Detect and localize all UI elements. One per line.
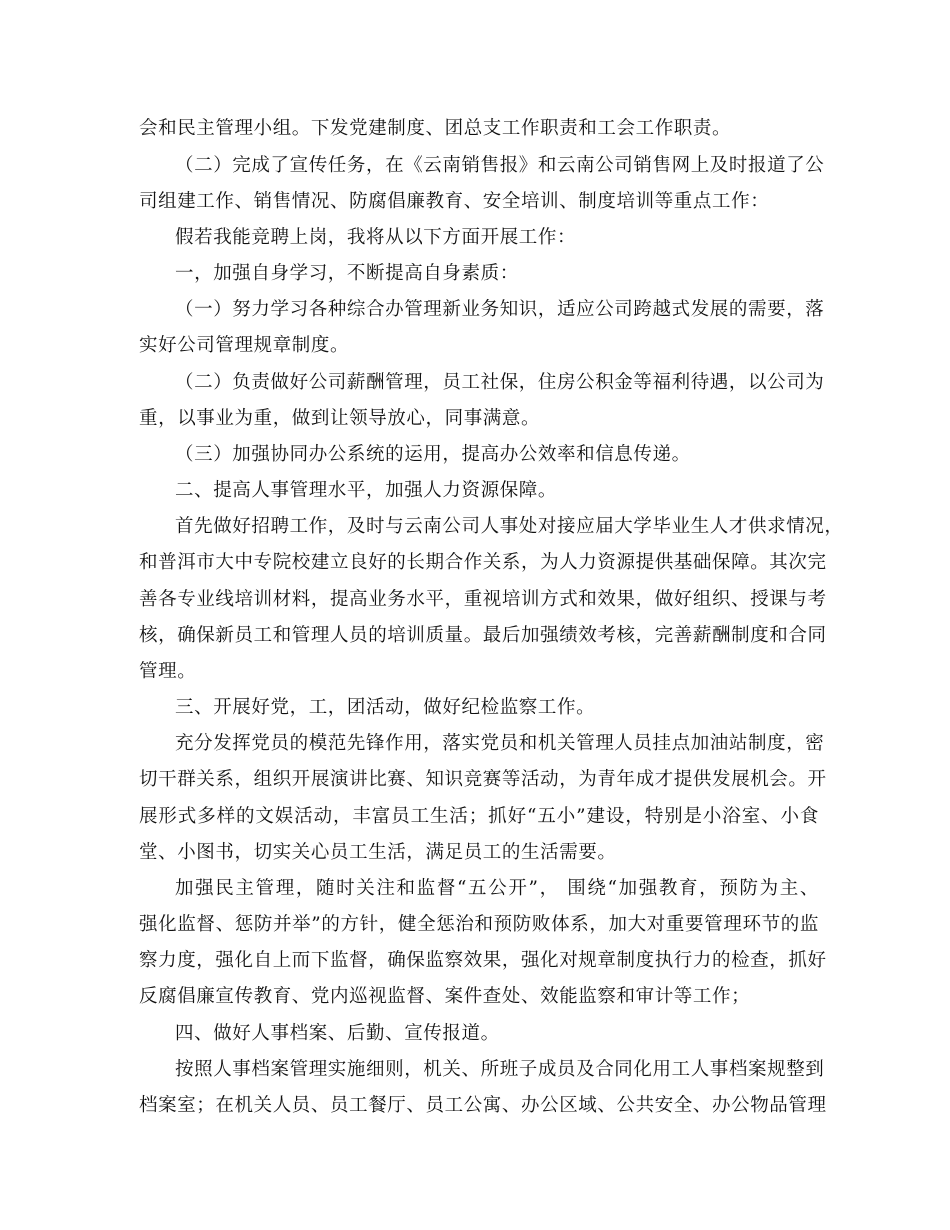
text-line: 和普洱市大中专院校建立良好的长期合作关系，为人力资源提供基础保障。其次完 — [139, 552, 827, 573]
text-line: 会和民主管理小组。下发党建制度、团总支工作职责和工会工作职责。 — [139, 118, 732, 139]
text-line: （二）负责做好公司薪酬管理，员工社保，住房公积金等福利待遇，以公司为 — [175, 372, 825, 393]
text-line: 强化监督、惩防并举”的方针，健全惩治和预防败体系，加大对重要管理环节的监 — [139, 914, 819, 935]
text-line: 展形式多样的文娱活动，丰富员工生活；抓好“五小”建设，特别是小浴室、小食 — [139, 806, 819, 827]
text-line: 加强民主管理，随时关注和监督“五公开”， 围绕“加强教育，预防为主、 — [175, 878, 819, 899]
text-line: 核，确保新员工和管理人员的培训质量。最后加强绩效考核，完善薪酬制度和合同 — [139, 625, 827, 646]
text-line: （二）完成了宣传任务，在《云南销售报》和云南公司销售网上及时报道了公 — [175, 155, 825, 176]
text-line: 一，加强自身学习，不断提高自身素质： — [175, 263, 519, 284]
text-line: 司组建工作、销售情况、防腐倡廉教育、安全培训、制度培训等重点工作： — [139, 191, 770, 212]
text-line: 假若我能竞聘上岗，我将从以下方面开展工作： — [175, 227, 577, 248]
text-line: 首先做好招聘工作，及时与云南公司人事处对接应届大学毕业生人才供求情况， — [175, 516, 844, 537]
text-line: 二、提高人事管理水平，加强人力资源保障。 — [175, 480, 558, 501]
text-line: 实好公司管理规章制度。 — [139, 335, 350, 356]
text-line: 堂、小图书，切实关心员工生活，满足员工的生活需要。 — [139, 842, 617, 863]
text-line: 充分发挥党员的模范先锋作用，落实党员和机关管理人员挂点加油站制度，密 — [175, 733, 825, 754]
text-line: 三、开展好党，工，团活动，做好纪检监察工作。 — [175, 697, 596, 718]
text-line: 察力度，强化自上而下监督，确保监察效果，强化对规章制度执行力的检查，抓好 — [139, 950, 827, 971]
text-line: 四、做好人事档案、后勤、宣传报道。 — [175, 1023, 500, 1044]
text-line: （三）加强协同办公系统的运用，提高办公效率和信息传递。 — [175, 444, 691, 465]
text-line: 管理。 — [139, 661, 197, 682]
text-line: （一）努力学习各种综合办管理新业务知识，适应公司跨越式发展的需要，落 — [175, 299, 825, 320]
text-line: 重，以事业为重，做到让领导放心，同事满意。 — [139, 408, 541, 429]
text-line: 善各专业线培训材料，提高业务水平，重视培训方式和效果，做好组织、授课与考 — [139, 589, 827, 610]
text-line: 反腐倡廉宣传教育、党内巡视监督、案件查处、效能监察和审计等工作； — [139, 986, 751, 1007]
text-line: 按照人事档案管理实施细则，机关、所班子成员及合同化用工人事档案规整到 — [175, 1059, 825, 1080]
text-line: 切干群关系，组织开展演讲比赛、知识竞赛等活动，为青年成才提供发展机会。开 — [139, 769, 827, 790]
text-line: 档案室；在机关人员、员工餐厅、员工公寓、办公区域、公共安全、办公物品管理 — [139, 1095, 827, 1116]
